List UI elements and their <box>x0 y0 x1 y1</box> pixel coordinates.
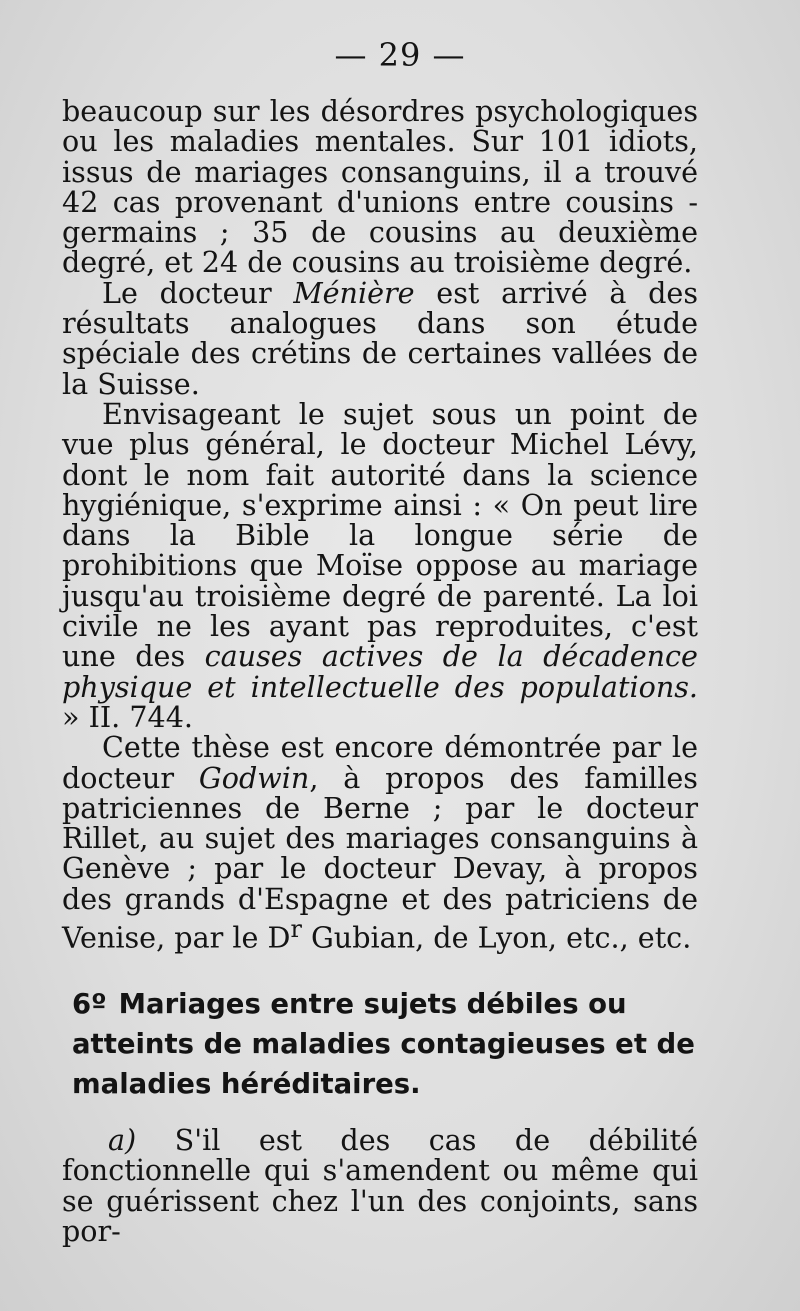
name-godwin: Godwin <box>198 760 310 795</box>
paragraph-1: beaucoup sur les désordres psychologiques ou les maladies mentales. Sur 101 idiots, issus de mariages consanguins, il a trouvé 42 cas provenant d'unions entre cousins - germains ; 35 de cousins au deuxième degré, et 24 de cousins au troisième degré. <box>62 94 698 280</box>
subsection-body: S'il est des cas de débilité fonctionnelle qui s'amendent ou même qui se guérissent chez l'un des conjoints, sans por- <box>62 1123 698 1248</box>
paragraph-3-text-b: » II. 744. <box>62 699 194 734</box>
section-number: 6º <box>72 988 107 1020</box>
superscript-r: r <box>290 915 302 944</box>
main-text <box>62 96 698 953</box>
paragraph-4-text-c: Gubian, de Lyon, etc., etc. <box>301 920 692 955</box>
subsection-paragraph <box>62 1125 698 1246</box>
section-heading <box>72 984 702 1104</box>
page-number: — 29 — <box>334 36 466 74</box>
paragraph-4 <box>62 732 698 953</box>
paragraph-2 <box>62 275 698 401</box>
section-title: Mariages entre sujets débiles ou atteints de maladies contagieuses et de maladies héréditaires. <box>72 988 695 1100</box>
paragraph-3 <box>62 396 698 734</box>
quoted-italic: causes actives de la décadence physique et intellectuelle des populations. <box>62 639 698 704</box>
name-meniere: Ménière <box>293 275 415 310</box>
paragraph-4-text-a: Cette thèse est encore démontrée par le docteur <box>62 730 698 795</box>
paragraph-2-text-a: Le docteur <box>102 275 294 310</box>
subsection-text <box>62 1125 698 1246</box>
subsection-label: a) <box>108 1123 137 1157</box>
paragraph-3-text-a: Envisageant le sujet sous un point de vue plus général, le docteur Michel Lévy, dont le nom fait autorité dans la science hygiénique, s'exprime ainsi : « On peut lire dans la Bible la longue série de prohibitions que Moïse oppose au mariage jusqu'au troisième degré de parenté. La loi civile ne les ayant pas reproduites, c'est une des <box>62 396 698 674</box>
paragraph-2-text-b: est arrivé à des résultats analogues dans son étude spéciale des crétins de certaines vallées de la Suisse. <box>62 275 698 401</box>
paragraph-4-text-b: , à propos des familles patriciennes de Berne ; par le docteur Rillet, au sujet des mariages consanguins à Genève ; par le docteur Devay, à propos des grands d'Espagne et des patriciens de Venise, par le D <box>62 760 698 955</box>
